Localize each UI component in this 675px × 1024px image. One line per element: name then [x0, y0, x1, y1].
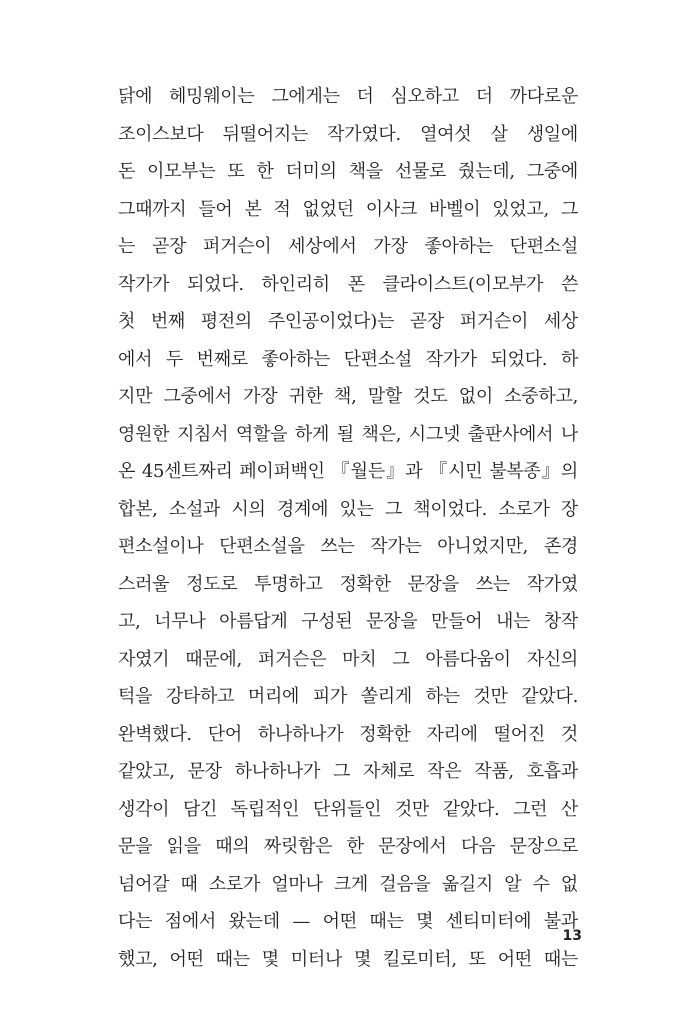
text-line: 그때까지 들어 본 적 없었던 이사크 바벨이 있었고, 그: [118, 198, 578, 220]
text-line: 넘어갈 때 소로가 얼마나 크게 걸음을 옮길지 알 수 없: [118, 873, 578, 895]
text-line: 완벽했다. 단어 하나하나가 정확한 자리에 떨어진 것: [118, 723, 578, 745]
text-line: 지만 그중에서 가장 귀한 책, 말할 것도 없이 소중하고,: [118, 386, 578, 407]
text-line: 했고, 어떤 때는 몇 미터나 몇 킬로미터, 또 어떤 때는: [118, 948, 578, 970]
text-line: 자였기 때문에, 퍼거슨은 마치 그 아름다움이 자신의: [118, 648, 578, 670]
text-line: 첫 번째 평전의 주인공이었다)는 곧장 퍼거슨이 세상: [118, 311, 578, 332]
text-line: 턱을 강타하고 머리에 피가 쏠리게 하는 것만 같았다.: [118, 686, 578, 707]
page-number: 13: [562, 928, 582, 944]
text-line: 영원한 지침서 역할을 하게 될 책은, 시그넷 출판사에서 나: [118, 423, 578, 445]
text-line: 조이스보다 뒤떨어지는 작가였다. 열여섯 살 생일에: [118, 123, 578, 145]
text-line: 합본, 소설과 시의 경계에 있는 그 책이었다. 소로가 장: [118, 498, 578, 520]
text-line: 생각이 담긴 독립적인 단위들인 것만 같았다. 그런 산: [118, 798, 578, 820]
text-line: 문을 읽을 때의 짜릿함은 한 문장에서 다음 문장으로: [118, 836, 578, 857]
text-line: 같았고, 문장 하나하나가 그 자체로 작은 작품, 호흡과: [118, 761, 578, 782]
text-line: 고, 너무나 아름답게 구성된 문장을 만들어 내는 창작: [118, 611, 578, 632]
text-line: 는 곧장 퍼거슨이 세상에서 가장 좋아하는 단편소설: [118, 236, 578, 257]
text-line: 온 45센트짜리 페이퍼백인 『월든』과 『시민 불복종』의: [118, 461, 578, 482]
text-line: 다는 점에서 왔는데 — 어떤 때는 몇 센티미터에 불과: [118, 911, 578, 932]
body-text: [118, 78, 578, 978]
text-line: 편소설이나 단편소설을 쓰는 작가는 아니었지만, 존경: [118, 536, 578, 557]
text-line: 에서 두 번째로 좋아하는 단편소설 작가가 되었다. 하: [118, 348, 578, 370]
text-line: 스러울 정도로 투명하고 정확한 문장을 쓰는 작가였: [118, 573, 578, 595]
text-line: 닭에 헤밍웨이는 그에게는 더 심오하고 더 까다로운: [118, 86, 578, 107]
text-line: 작가가 되었다. 하인리히 폰 클라이스트(이모부가 쓴: [118, 273, 578, 295]
text-line: 돈 이모부는 또 한 더미의 책을 선물로 줬는데, 그중에: [118, 161, 578, 182]
